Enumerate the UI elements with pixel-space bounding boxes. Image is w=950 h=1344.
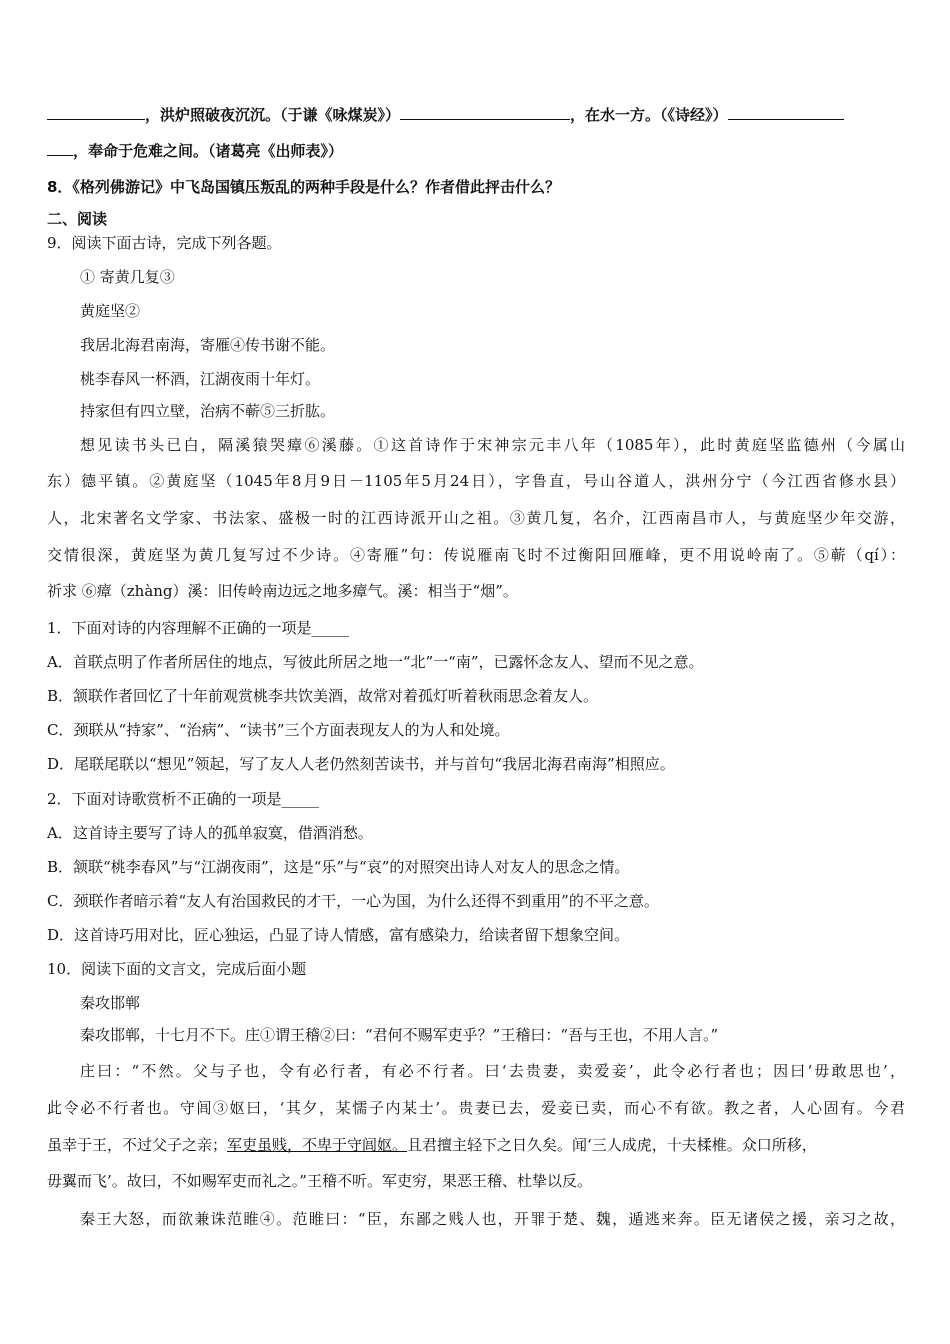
passage-paragraph xyxy=(47,1060,905,1081)
answer-blank[interactable] xyxy=(47,141,73,156)
question-8: 8．《格列佛游记》中飞岛国镇压叛乱的两种手段是什么？作者借此抨击什么？ xyxy=(47,178,560,196)
note-line: 想见读书头已白，隔溪猿哭瘴⑥溪藤。①这首诗作于宋神宗元丰八年（1085年），此时黄庭坚监德州（今属山 xyxy=(80,436,905,454)
option-c: C．颈联从“持家”、“治病”、“读书”三个方面表现友人的为人和处境。 xyxy=(47,721,510,739)
option-d: D．这首诗巧用对比，匠心独运，凸显了诗人情感，富有感染力，给读者留下想象空间。 xyxy=(47,926,630,944)
answer-blank[interactable] xyxy=(47,105,145,120)
passage-text: 虽幸于王，不过父子之亲； xyxy=(47,1136,228,1154)
option-b: B．颔联作者回忆了十年前观赏桃李共饮美酒，故常对着孤灯听着秋雨思念着友人。 xyxy=(47,687,599,705)
fill-in-text: ，洪炉照破夜沉沉。（于谦《咏煤炭》） xyxy=(145,106,401,124)
passage-line: 庄曰：“不然。父与子也，令有必行者，有必不行者。曰‘去贵妻，卖爱妾’，此令必行者也；因曰‘毋敢思也’， xyxy=(80,1062,905,1080)
poem-notes xyxy=(47,434,905,455)
fill-in-line-2 xyxy=(47,140,905,161)
passage-line: 秦王大怒，而欲兼诛范睢④。范睢曰：“臣，东鄙之贱人也，开罪于楚、魏，遁逃来奔。臣无诸侯之援，亲习之故， xyxy=(80,1210,905,1228)
option-c: C．颈联作者暗示着“友人有治国救民的才干，一心为国，为什么还得不到重用”的不平之意。 xyxy=(47,892,659,910)
fill-in-text: ，在水一方。（《诗经》） xyxy=(570,106,728,124)
passage-text: 且君擅主轻下之日久矣。闻‘三人成虎，十夫楺椎。众口所移， xyxy=(407,1136,817,1154)
note-line: 交情很深，黄庭坚为黄几复写过不少诗。④寄雁”句：传说雁南飞时不过衡阳回雁峰，更不用说岭南了。⑤蕲（qí）： xyxy=(47,546,905,564)
option-a: A．这首诗主要写了诗人的孤单寂寞，借酒消愁。 xyxy=(47,824,373,842)
fill-in-text: ，奉命于危难之间。（诸葛亮《出师表》） xyxy=(73,142,344,160)
poem-title: ① 寄黄几复③ xyxy=(80,268,175,286)
passage-line: 此令必不行者也。守闾③妪曰，‘其夕，某懦子内某士’。贵妻已去，爱妾已卖，而心不有欲。教之者，人心固有。今君 xyxy=(47,1099,905,1117)
underlined-sentence: 军吏虽贱，不卑于守闾妪。 xyxy=(227,1136,408,1154)
passage-paragraph xyxy=(47,1208,905,1229)
poem-author: 黄庭坚② xyxy=(80,302,141,320)
section-heading: 二、阅读 xyxy=(47,210,108,228)
poem-line: 我居北海君南海，寄雁④传书谢不能。 xyxy=(80,336,336,354)
option-a: A．首联点明了作者所居住的地点，写彼此所居之地一“北”一“南”，已露怀念友人、望而不见之意。 xyxy=(47,653,704,671)
passage-line xyxy=(47,1134,905,1155)
option-b: B．颔联“桃李春风”与“江湖夜雨”，这是“乐”与“哀”的对照突出诗人对友人的思念之情。 xyxy=(47,858,630,876)
note-line: 人，北宋著名文学家、书法家、盛极一时的江西诗派开山之祖。③黄几复，名介，江西南昌市人，与黄庭坚少年交游， xyxy=(47,509,905,527)
fill-in-line-1 xyxy=(47,104,905,125)
poem-line: 持家但有四立壁，治病不蕲⑤三折肱。 xyxy=(80,402,336,420)
passage-line: 毋翼而飞’。故曰，不如赐军吏而礼之。”王稽不听。军吏穷，果恶王稽、杜挚以反。 xyxy=(47,1172,592,1190)
sub-question-1: 1．下面对诗的内容理解不正确的一项是_____ xyxy=(47,619,350,637)
note-line: 祈求 ⑥瘴（zhàng）溪：旧传岭南边远之地多瘴气。溪：相当于“烟”。 xyxy=(47,582,518,600)
sub-question-2: 2．下面对诗歌赏析不正确的一项是_____ xyxy=(47,790,320,808)
question-10-intro: 10．阅读下面的文言文，完成后面小题 xyxy=(47,960,307,978)
passage-title: 秦攻邯郸 xyxy=(80,994,141,1012)
answer-blank[interactable] xyxy=(400,105,570,120)
poem-line: 桃李春风一杯酒，江湖夜雨十年灯。 xyxy=(80,370,321,388)
answer-blank[interactable] xyxy=(728,105,844,120)
question-9-intro: 9．阅读下面古诗，完成下列各题。 xyxy=(47,234,282,252)
option-d: D．尾联尾联以“想见”领起，写了友人人老仍然刻苦读书，并与首句“我居北海君南海”相照应。 xyxy=(47,755,675,773)
passage-paragraph: 秦攻邯郸，十七月不下。庄①谓王稽②曰：“君何不赐军吏乎？”王稽曰：“吾与王也，不用人言。” xyxy=(80,1026,719,1044)
note-line: 东）德平镇。②黄庭坚（1045年8月9日－1105年5月24日），字鲁直，号山谷道人，洪州分宁（今江西省修水县） xyxy=(47,472,905,490)
